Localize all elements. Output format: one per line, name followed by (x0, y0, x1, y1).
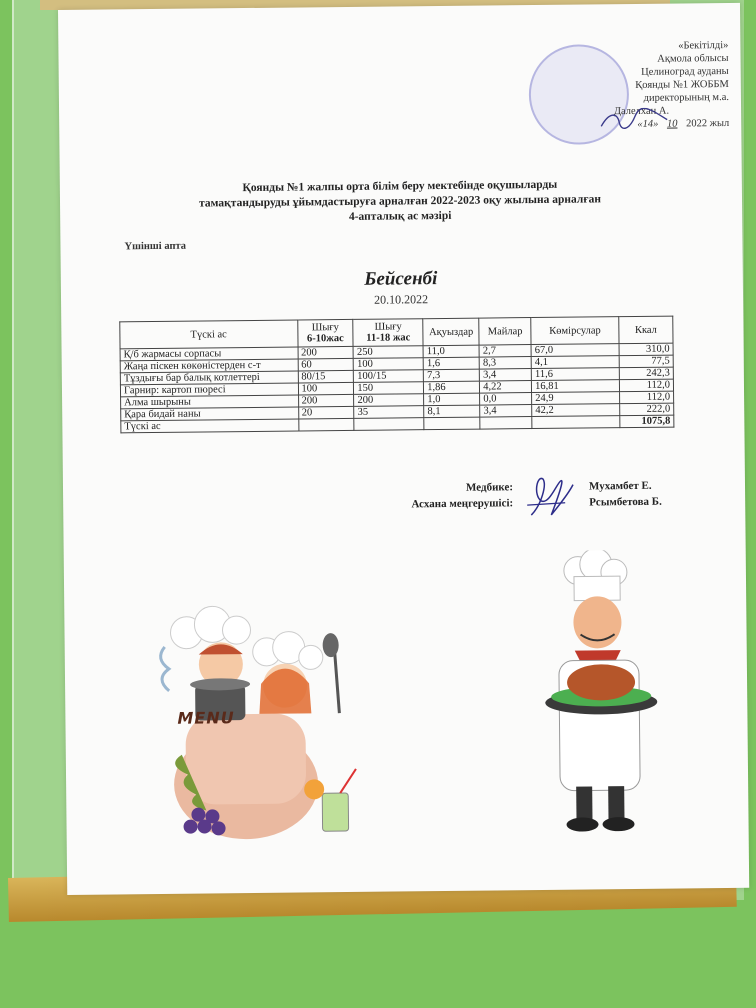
protein-value: 11,0 (423, 345, 479, 358)
kcal-value: 310,0 (619, 343, 673, 356)
week-label: Үшінші апта (124, 240, 187, 253)
kcal-value: 242,3 (619, 367, 673, 380)
canteen-role: Асхана меңгерушісі: (411, 497, 514, 511)
approval-school: Қоянды №1 ЖОББМ (635, 78, 729, 91)
header-portion-old: Шығу 11-18 жас (353, 319, 423, 347)
menu-table (119, 316, 674, 434)
kcal-value: 222,0 (620, 403, 674, 416)
director-signature-icon (599, 108, 669, 133)
carbs-value: 11,6 (531, 368, 619, 381)
header-kcal: Ккал (619, 316, 673, 344)
handwritten-signature-icon (521, 475, 575, 522)
approval-position: директорының м.а. (643, 91, 730, 104)
chef-illustration-icon (534, 550, 677, 841)
portion-young: 100 (298, 382, 354, 395)
portion-old: 150 (354, 382, 424, 395)
day-heading: Бейсенбі (364, 268, 438, 290)
portion-old: 100 (354, 358, 424, 371)
dish-name: Тұздығы бар балық котлеттері (120, 371, 298, 385)
title-line-2: тамақтандыруды ұйымдастыруға арналған 2022-2023 оқу жылына арналған (199, 193, 601, 210)
kids-chefs-illustration-icon (124, 593, 367, 845)
portion-old: 100/15 (354, 370, 424, 383)
fat-value: 0,0 (480, 393, 532, 406)
portion-old: 35 (354, 406, 424, 419)
title-line-1: Қоянды №1 жалпы орта білім беру мектебінде оқушыларды (242, 178, 558, 195)
portion-young: 60 (298, 358, 354, 371)
canteen-name: Рсымбетова Б. (589, 495, 662, 509)
portion-young: 200 (298, 346, 354, 359)
carbs-value: 4,1 (531, 356, 619, 369)
portion-old: 200 (354, 394, 424, 407)
dish-name: Қ/б жармасы сорпасы (120, 347, 298, 361)
protein-value: 1,0 (424, 393, 480, 406)
header-meal: Түскі ас (120, 320, 298, 349)
carbs-value: 24,9 (532, 392, 620, 405)
carbs-value: 16,81 (532, 380, 620, 393)
total-kcal: 1075,8 (620, 415, 674, 428)
header-portion-young: Шығу 6-10жас (297, 319, 353, 347)
protein-value: 1,86 (424, 381, 480, 394)
header-carbs: Көмірсулар (531, 317, 619, 345)
header-protein: Ақуыздар (423, 318, 479, 346)
fat-value: 2,7 (479, 345, 531, 358)
fat-value: 4,22 (480, 381, 532, 394)
menu-document (58, 3, 749, 895)
menu-word-label: MENU (177, 708, 235, 728)
protein-value: 7,3 (424, 369, 480, 382)
dish-name: Гарнир: картоп пюресі (120, 383, 298, 397)
approval-heading: «Бекітілді» (678, 39, 729, 52)
approval-date: «14» 10 2022 жыл (637, 117, 730, 130)
nurse-role: Медбике: (465, 481, 514, 494)
portion-young: 200 (298, 394, 354, 407)
dish-name: Алма шырыны (121, 395, 299, 409)
dish-name: Жаңа піскен көкөністерден с-т (120, 359, 298, 373)
header-fat: Майлар (479, 318, 531, 346)
title-line-3: 4-апталық ас мәзірі (348, 209, 452, 223)
total-label: Түскі ас (121, 419, 299, 433)
fat-value: 8,3 (479, 357, 531, 370)
kcal-value: 77,5 (619, 355, 673, 368)
nurse-name: Мухамбет Е. (588, 479, 652, 493)
document-title (120, 176, 680, 227)
protein-value: 1,6 (423, 357, 479, 370)
kcal-value: 112,0 (620, 391, 674, 404)
approval-district: Целиноград ауданы (641, 65, 729, 78)
menu-date: 20.10.2022 (373, 292, 429, 307)
fat-value: 3,4 (480, 405, 532, 418)
carbs-value: 67,0 (531, 344, 619, 357)
fat-value: 3,4 (480, 369, 532, 382)
signature-block (383, 479, 683, 514)
approval-region: Ақмола облысы (657, 52, 729, 65)
carbs-value: 42,2 (532, 404, 620, 417)
protein-value: 8,1 (424, 405, 480, 418)
portion-old: 250 (353, 346, 423, 359)
portion-young: 80/15 (298, 370, 354, 383)
dish-name: Қара бидай наны (121, 407, 299, 421)
kcal-value: 112,0 (619, 379, 673, 392)
approval-director: Далелхан А. (613, 105, 670, 118)
portion-young: 20 (298, 406, 354, 419)
